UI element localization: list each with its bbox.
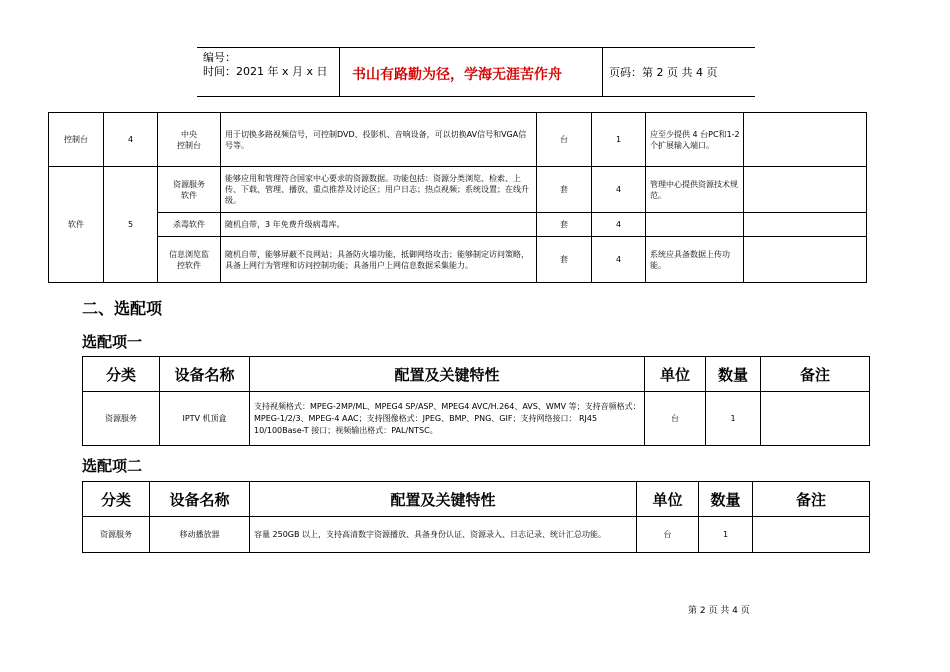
table-cell-category: 控制台 bbox=[49, 113, 104, 167]
table-cell-number: 4 bbox=[104, 113, 158, 167]
table-cell-name: 移动播放器 bbox=[150, 517, 250, 553]
table-cell-empty bbox=[744, 113, 867, 167]
column-header: 分类 bbox=[83, 482, 150, 517]
table-cell-name: 中央 控制台 bbox=[158, 113, 221, 167]
table-row bbox=[83, 392, 870, 446]
header-divider bbox=[602, 47, 603, 97]
column-header: 备注 bbox=[753, 482, 870, 517]
table-cell-number: 5 bbox=[104, 167, 158, 283]
table-cell-note: 应至少提供 4 台PC和1-2个扩展输入端口。 bbox=[646, 113, 744, 167]
table-cell-empty bbox=[744, 213, 867, 237]
table-cell-unit: 台 bbox=[645, 392, 706, 446]
table-row bbox=[49, 167, 867, 213]
table-cell-note: 管理中心提供资源技术规范。 bbox=[646, 167, 744, 213]
header-motto: 书山有路勤为径，学海无涯苦作舟 bbox=[352, 67, 562, 83]
equipment-table bbox=[48, 112, 867, 283]
table-cell-note bbox=[761, 392, 870, 446]
table-cell-category: 软件 bbox=[49, 167, 104, 283]
column-header: 单位 bbox=[645, 357, 706, 392]
page-header bbox=[197, 47, 755, 97]
header-bottom-rule bbox=[197, 96, 755, 97]
column-header: 备注 bbox=[761, 357, 870, 392]
table-cell-empty bbox=[744, 167, 867, 213]
table-cell-name: 资源服务 软件 bbox=[158, 167, 221, 213]
table-cell-unit: 台 bbox=[637, 517, 699, 553]
header-page-number: 页码：第 2 页 共 4 页 bbox=[609, 66, 718, 79]
table-row bbox=[49, 113, 867, 167]
header-number-label: 编号： bbox=[203, 51, 236, 64]
column-header: 分类 bbox=[83, 357, 160, 392]
table-cell-note: 系统应具备数据上传功能。 bbox=[646, 237, 744, 283]
table-cell-empty bbox=[744, 237, 867, 283]
table-cell-qty: 4 bbox=[592, 167, 646, 213]
table-cell-name: 信息浏览监 控软件 bbox=[158, 237, 221, 283]
table-cell-name: IPTV 机顶盒 bbox=[160, 392, 250, 446]
table-cell-qty: 4 bbox=[592, 237, 646, 283]
table-cell-qty: 1 bbox=[706, 392, 761, 446]
table-cell-note bbox=[753, 517, 870, 553]
table-cell-note bbox=[646, 213, 744, 237]
column-header: 设备名称 bbox=[150, 482, 250, 517]
header-top-rule bbox=[197, 47, 755, 48]
header-divider bbox=[339, 47, 340, 97]
column-header: 配置及关键特性 bbox=[250, 357, 645, 392]
table-cell-spec: 用于切换多路视频信号，可控制DVD、投影机、音响设备，可以切换AV信号和VGA信号等。 bbox=[221, 113, 537, 167]
option1-table bbox=[82, 356, 870, 446]
table-cell-spec: 随机自带，3 年免费升级病毒库。 bbox=[221, 213, 537, 237]
table-row bbox=[83, 517, 870, 553]
table-cell-qty: 1 bbox=[592, 113, 646, 167]
option1-title: 选配项一 bbox=[82, 333, 143, 351]
column-header: 数量 bbox=[699, 482, 753, 517]
table-cell-unit: 套 bbox=[537, 237, 592, 283]
table-cell-unit: 套 bbox=[537, 167, 592, 213]
table-cell-qty: 4 bbox=[592, 213, 646, 237]
table-cell-spec: 随机自带，能够屏蔽不良网站；具备防火墙功能，抵御网络攻击；能够制定访问策略，具备上网行为管理和访问控制功能；具备用户上网信息数据采集能力。 bbox=[221, 237, 537, 283]
table-cell-category: 资源服务 bbox=[83, 517, 150, 553]
page-footer: 第 2 页 共 4 页 bbox=[688, 606, 750, 616]
option2-table bbox=[82, 481, 870, 553]
table-cell-name: 杀毒软件 bbox=[158, 213, 221, 237]
table-cell-spec: 容量 250GB 以上，支持高清数字资源播放、具备身份认证、资源录入、日志记录、统计汇总功能。 bbox=[250, 517, 637, 553]
table-cell-qty: 1 bbox=[699, 517, 753, 553]
option2-title: 选配项二 bbox=[82, 457, 143, 475]
table-header-row bbox=[83, 357, 870, 392]
table-header-row bbox=[83, 482, 870, 517]
table-row bbox=[49, 237, 867, 283]
table-cell-spec: 支持视频格式：MPEG-2MP/ML、MPEG4 SP/ASP、MPEG4 AVC/H.264、AVS、WMV 等；支持音频格式：MPEG-1/2/3、MPEG-4 AAC；支持图像格式：JPEG、BMP、PNG、GIF；支持网络接口： RJ45 10/100Base-T 接口；视频输出格式：PAL/NTSC。 bbox=[250, 392, 645, 446]
header-date: 时间：2021 年 x 月 x 日 bbox=[203, 65, 328, 78]
column-header: 配置及关键特性 bbox=[250, 482, 637, 517]
table-cell-spec: 能够应用和管理符合国家中心要求的资源数据。功能包括：资源分类浏览、检索、上传、下载、管理、播放、重点推荐及讨论区；用户日志；热点视频；系统设置；在线升级。 bbox=[221, 167, 537, 213]
column-header: 数量 bbox=[706, 357, 761, 392]
table-cell-category: 资源服务 bbox=[83, 392, 160, 446]
table-cell-unit: 台 bbox=[537, 113, 592, 167]
table-row bbox=[49, 213, 867, 237]
column-header: 设备名称 bbox=[160, 357, 250, 392]
column-header: 单位 bbox=[637, 482, 699, 517]
table-cell-unit: 套 bbox=[537, 213, 592, 237]
section-title: 二、选配项 bbox=[82, 299, 163, 318]
